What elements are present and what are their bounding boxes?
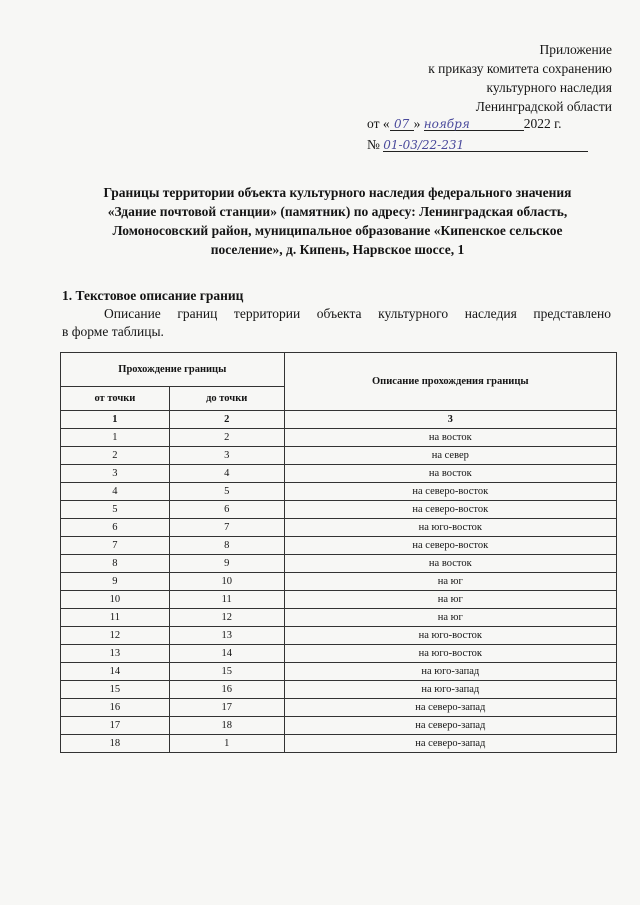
from-point-cell: 10	[61, 591, 170, 609]
direction-cell: на север	[284, 447, 616, 465]
direction-cell: на северо-запад	[284, 735, 616, 753]
table-row	[61, 555, 617, 573]
number-line	[367, 135, 588, 154]
table-row	[61, 573, 617, 591]
from-point-cell: 18	[61, 735, 170, 753]
paragraph-line-1: Описание границ территории объекта культурного наследия представлено	[104, 306, 611, 321]
to-point-cell: 17	[169, 699, 284, 717]
region-line: Ленинградской области	[475, 99, 612, 114]
direction-cell: на северо-восток	[284, 501, 616, 519]
column-number-row	[61, 411, 617, 429]
direction-cell: на юг	[284, 591, 616, 609]
from-point-cell: 12	[61, 627, 170, 645]
paragraph-line-2: в форме таблицы.	[62, 324, 164, 339]
section-heading: 1. Текстовое описание границ	[62, 288, 244, 303]
table-row	[61, 501, 617, 519]
from-point-cell: 13	[61, 645, 170, 663]
to-point-cell: 14	[169, 645, 284, 663]
date-line	[367, 114, 562, 133]
title-line-3: Ломоносовский район, муниципальное образование «Кипенское сельское	[112, 223, 563, 238]
date-month-handwritten: ноября	[423, 117, 470, 131]
table-row	[61, 645, 617, 663]
group-header: Прохождение границы	[61, 353, 285, 387]
to-point-header: до точки	[169, 387, 284, 411]
from-point-cell: 7	[61, 537, 170, 555]
description-header: Описание прохождения границы	[284, 353, 616, 411]
date-number-block	[367, 114, 612, 154]
direction-cell: на северо-восток	[284, 537, 616, 555]
date-month-field	[424, 114, 524, 131]
to-point-cell: 3	[169, 447, 284, 465]
to-point-cell: 15	[169, 663, 284, 681]
table-row	[61, 609, 617, 627]
from-point-cell: 11	[61, 609, 170, 627]
direction-cell: на восток	[284, 555, 616, 573]
from-point-cell: 9	[61, 573, 170, 591]
date-day-field	[390, 114, 414, 131]
direction-cell: на юго-восток	[284, 627, 616, 645]
column-number: 3	[284, 411, 616, 429]
date-year: 2022 г.	[523, 116, 562, 131]
appendix-header	[428, 40, 612, 116]
table-row	[61, 591, 617, 609]
from-point-cell: 16	[61, 699, 170, 717]
from-point-cell: 6	[61, 519, 170, 537]
boundary-table	[60, 352, 617, 753]
to-point-cell: 16	[169, 681, 284, 699]
direction-cell: на северо-восток	[284, 483, 616, 501]
date-prefix: от «	[367, 116, 390, 131]
from-point-cell: 15	[61, 681, 170, 699]
to-point-cell: 1	[169, 735, 284, 753]
table-row	[61, 735, 617, 753]
committee-line: культурного наследия	[486, 80, 612, 95]
title-line-2: «Здание почтовой станции» (памятник) по адресу: Ленинградская область,	[107, 204, 568, 219]
table-row	[61, 699, 617, 717]
date-day-handwritten: 07	[393, 117, 410, 131]
to-point-cell: 6	[169, 501, 284, 519]
to-point-cell: 8	[169, 537, 284, 555]
direction-cell: на юг	[284, 573, 616, 591]
title-line-1: Границы территории объекта культурного наследия федерального значения	[103, 185, 572, 200]
column-number: 1	[61, 411, 170, 429]
number-handwritten: 01-03/22-231	[383, 138, 465, 152]
from-point-cell: 5	[61, 501, 170, 519]
number-field	[383, 135, 588, 152]
from-point-cell: 1	[61, 429, 170, 447]
to-point-cell: 4	[169, 465, 284, 483]
from-point-cell: 3	[61, 465, 170, 483]
table-row	[61, 429, 617, 447]
to-point-cell: 2	[169, 429, 284, 447]
to-point-cell: 5	[169, 483, 284, 501]
direction-cell: на юго-восток	[284, 645, 616, 663]
table-row	[61, 519, 617, 537]
direction-cell: на восток	[284, 429, 616, 447]
from-point-cell: 2	[61, 447, 170, 465]
table-row	[61, 627, 617, 645]
direction-cell: на восток	[284, 465, 616, 483]
to-point-cell: 10	[169, 573, 284, 591]
date-mid: »	[413, 116, 424, 131]
direction-cell: на северо-запад	[284, 699, 616, 717]
to-point-cell: 7	[169, 519, 284, 537]
to-point-cell: 12	[169, 609, 284, 627]
direction-cell: на юг	[284, 609, 616, 627]
direction-cell: на юго-запад	[284, 663, 616, 681]
to-point-cell: 9	[169, 555, 284, 573]
title-line-4: поселение», д. Кипень, Нарвское шоссе, 1	[210, 242, 465, 257]
direction-cell: на юго-восток	[284, 519, 616, 537]
order-reference: к приказу комитета сохранению	[428, 61, 612, 76]
column-number: 2	[169, 411, 284, 429]
table-row	[61, 447, 617, 465]
table-row	[61, 681, 617, 699]
from-point-cell: 14	[61, 663, 170, 681]
number-prefix: №	[367, 137, 380, 152]
from-point-cell: 17	[61, 717, 170, 735]
to-point-cell: 18	[169, 717, 284, 735]
appendix-label: Приложение	[539, 42, 612, 57]
table-row	[61, 537, 617, 555]
direction-cell: на северо-запад	[284, 717, 616, 735]
to-point-cell: 11	[169, 591, 284, 609]
section-paragraph	[62, 305, 611, 341]
direction-cell: на юго-запад	[284, 681, 616, 699]
document-title	[60, 183, 615, 259]
from-point-cell: 4	[61, 483, 170, 501]
table-row	[61, 483, 617, 501]
table-row	[61, 717, 617, 735]
to-point-cell: 13	[169, 627, 284, 645]
from-point-cell: 8	[61, 555, 170, 573]
table-row	[61, 465, 617, 483]
from-point-header: от точки	[61, 387, 170, 411]
table-row	[61, 663, 617, 681]
